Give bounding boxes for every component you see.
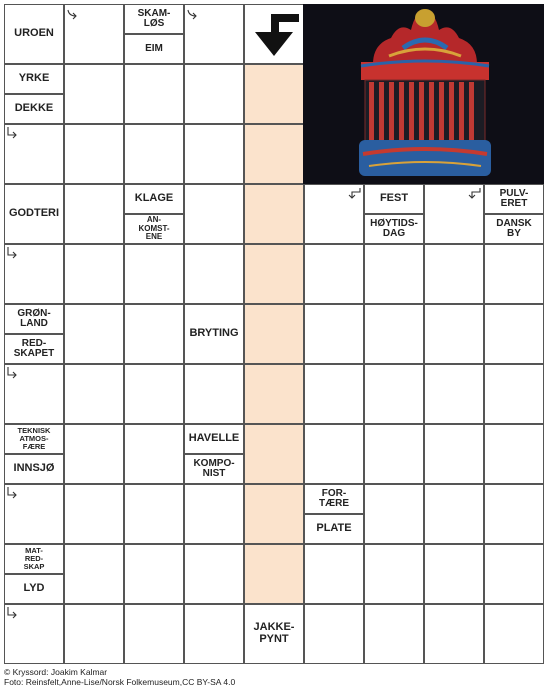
answer-cell[interactable] xyxy=(64,64,124,124)
answer-cell[interactable] xyxy=(64,544,124,604)
answer-cell[interactable] xyxy=(184,484,244,544)
answer-cell[interactable] xyxy=(364,244,424,304)
answer-cell[interactable] xyxy=(304,604,364,664)
answer-cell[interactable] xyxy=(424,304,484,364)
solution-cell[interactable] xyxy=(244,244,304,304)
clue-yrke: YRKE xyxy=(4,64,64,94)
arrow-right-down-icon xyxy=(6,126,20,140)
answer-cell[interactable] xyxy=(424,484,484,544)
answer-cell[interactable] xyxy=(484,484,544,544)
answer-cell[interactable] xyxy=(484,244,544,304)
decorated-comb-photo xyxy=(303,4,544,184)
solution-arrow-icon xyxy=(249,12,299,58)
answer-cell[interactable] xyxy=(364,544,424,604)
clue-redskapet: RED- SKAPET xyxy=(4,334,64,364)
answer-cell[interactable] xyxy=(184,364,244,424)
answer-cell[interactable] xyxy=(64,364,124,424)
answer-cell[interactable] xyxy=(184,244,244,304)
answer-cell[interactable] xyxy=(484,364,544,424)
clue-ankomstene: AN- KOMST- ENE xyxy=(124,214,184,244)
answer-cell[interactable] xyxy=(364,304,424,364)
answer-cell[interactable] xyxy=(424,544,484,604)
answer-cell[interactable] xyxy=(364,364,424,424)
answer-cell[interactable] xyxy=(184,604,244,664)
answer-cell[interactable] xyxy=(124,604,184,664)
answer-cell[interactable] xyxy=(484,424,544,484)
clue-komponist: KOMPO- NIST xyxy=(184,454,244,484)
answer-cell[interactable] xyxy=(484,304,544,364)
solution-cell[interactable] xyxy=(244,364,304,424)
solution-cell[interactable] xyxy=(244,304,304,364)
clue-eim: EIM xyxy=(124,34,184,64)
clue-pulveret: PULV- ERET xyxy=(484,184,544,214)
clue-matredskap: MAT- RED- SKAP xyxy=(4,544,64,574)
arrow-left-down-icon xyxy=(468,186,482,200)
clue-lyd: LYD xyxy=(4,574,64,604)
answer-cell[interactable] xyxy=(424,364,484,424)
answer-cell[interactable] xyxy=(64,604,124,664)
answer-cell[interactable] xyxy=(124,124,184,184)
answer-cell[interactable] xyxy=(184,184,244,244)
answer-cell[interactable] xyxy=(124,364,184,424)
answer-cell[interactable] xyxy=(424,244,484,304)
answer-cell[interactable] xyxy=(484,544,544,604)
arrow-right-down-icon xyxy=(6,606,20,620)
answer-cell[interactable] xyxy=(304,304,364,364)
answer-cell[interactable] xyxy=(304,424,364,484)
clue-godteri: GODTERI xyxy=(4,184,64,244)
arrow-right-down-icon xyxy=(6,366,20,380)
arrow-down-right-icon xyxy=(66,8,80,22)
solution-cell[interactable] xyxy=(244,124,304,184)
clue-skamlos: SKAM- LØS xyxy=(124,4,184,34)
clue-dekke: DEKKE xyxy=(4,94,64,124)
clue-teknisk-atmosfaere: TEKNISK ATMOS- FÆRE xyxy=(4,424,64,454)
arrow-right-down-icon xyxy=(6,246,20,260)
clue-plate: PLATE xyxy=(304,514,364,544)
answer-cell[interactable] xyxy=(124,424,184,484)
answer-cell[interactable] xyxy=(304,244,364,304)
arrow-left-down-icon xyxy=(348,186,362,200)
solution-cell[interactable] xyxy=(244,484,304,544)
clue-havelle: HAVELLE xyxy=(184,424,244,454)
answer-cell[interactable] xyxy=(304,364,364,424)
credits xyxy=(4,667,235,687)
clue-uroen: UROEN xyxy=(4,4,64,64)
arrow-right-down-icon xyxy=(6,486,20,500)
answer-cell[interactable] xyxy=(124,304,184,364)
solution-cell[interactable] xyxy=(244,544,304,604)
clue-innsjo: INNSJØ xyxy=(4,454,64,484)
answer-cell[interactable] xyxy=(364,484,424,544)
clue-fest: FEST xyxy=(364,184,424,214)
solution-cell[interactable] xyxy=(244,184,304,244)
answer-cell[interactable] xyxy=(64,124,124,184)
solution-cell[interactable] xyxy=(244,424,304,484)
answer-cell[interactable] xyxy=(424,604,484,664)
arrow-down-right-icon xyxy=(186,8,200,22)
answer-cell[interactable] xyxy=(184,64,244,124)
answer-cell[interactable] xyxy=(124,64,184,124)
crossword-credit: © Kryssord: Joakim Kalmar xyxy=(4,667,108,677)
clue-gronland: GRØN- LAND xyxy=(4,304,64,334)
clue-klage: KLAGE xyxy=(124,184,184,214)
answer-cell[interactable] xyxy=(184,124,244,184)
answer-cell[interactable] xyxy=(64,304,124,364)
comb-photo xyxy=(303,4,544,184)
answer-cell[interactable] xyxy=(124,484,184,544)
answer-cell[interactable] xyxy=(184,544,244,604)
clue-jakkepynt: JAKKE- PYNT xyxy=(244,604,304,664)
answer-cell[interactable] xyxy=(424,424,484,484)
answer-cell[interactable] xyxy=(64,484,124,544)
answer-cell[interactable] xyxy=(364,604,424,664)
answer-cell[interactable] xyxy=(304,544,364,604)
answer-cell[interactable] xyxy=(124,244,184,304)
answer-cell[interactable] xyxy=(124,544,184,604)
clue-hoytidsdag: HØYTIDS- DAG xyxy=(364,214,424,244)
clue-dansk-by: DANSK BY xyxy=(484,214,544,244)
answer-cell[interactable] xyxy=(484,604,544,664)
answer-cell[interactable] xyxy=(364,424,424,484)
answer-cell[interactable] xyxy=(64,244,124,304)
answer-cell[interactable] xyxy=(64,184,124,244)
answer-cell[interactable] xyxy=(64,424,124,484)
clue-fortaere: FOR- TÆRE xyxy=(304,484,364,514)
photo-credit: Foto: Reinsfelt,Anne-Lise/Norsk Folkemuseum,CC BY-SA 4.0 xyxy=(4,677,236,687)
solution-cell[interactable] xyxy=(244,64,304,124)
clue-bryting: BRYTING xyxy=(184,304,244,364)
